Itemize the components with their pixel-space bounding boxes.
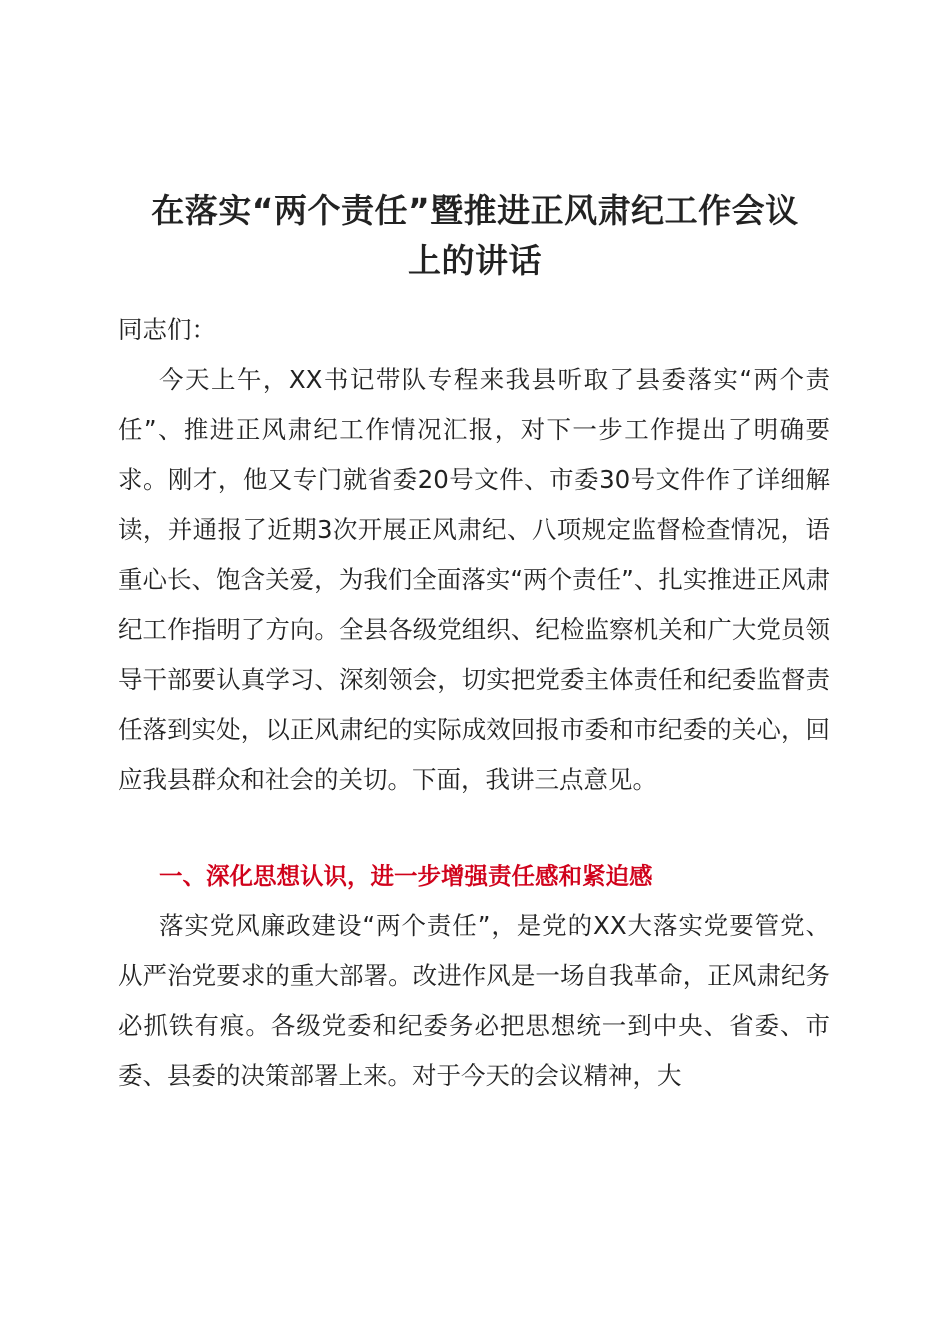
- paragraph-2: 落实党风廉政建设“两个责任”，是党的XX大落实党要管党、从严治党要求的重大部署。改进作风是一场自我革命，正风肃纪务必抓铁有痕。各级党委和纪委务必把思想统一到中央、省委、市委、县委的决策部署上来。对于今天的会议精神，大: [118, 911, 830, 1090]
- section-heading-1: 一、深化思想认识，进一步增强责任感和紧迫感: [159, 862, 653, 890]
- title-line-1: 在落实“两个责任”暨推进正风肃纪工作会议: [151, 191, 799, 230]
- salutation: 同志们：: [118, 315, 216, 344]
- paragraph-1: 今天上午，XX书记带队专程来我县听取了县委落实“两个责任”、推进正风肃纪工作情况汇报，对下一步工作提出了明确要求。刚才，他又专门就省委20号文件、市委30号文件作了详细解读，并通报了近期3次开展正风肃纪、八项规定监督检查情况，语重心长、饱含关爱，为我们全面落实“两个责任”、扎实推进正风肃纪工作指明了方向。全县各级党组织、纪检监察机关和广大党员领导干部要认真学习、深刻领会，切实把党委主体责任和纪委监督责任落到实处，以正风肃纪的实际成效回报市委和市纪委的关心，回应我县群众和社会的关切。下面，我讲三点意见。: [118, 365, 830, 794]
- title-line-2: 上的讲话: [408, 241, 542, 280]
- document-title: [100, 186, 850, 286]
